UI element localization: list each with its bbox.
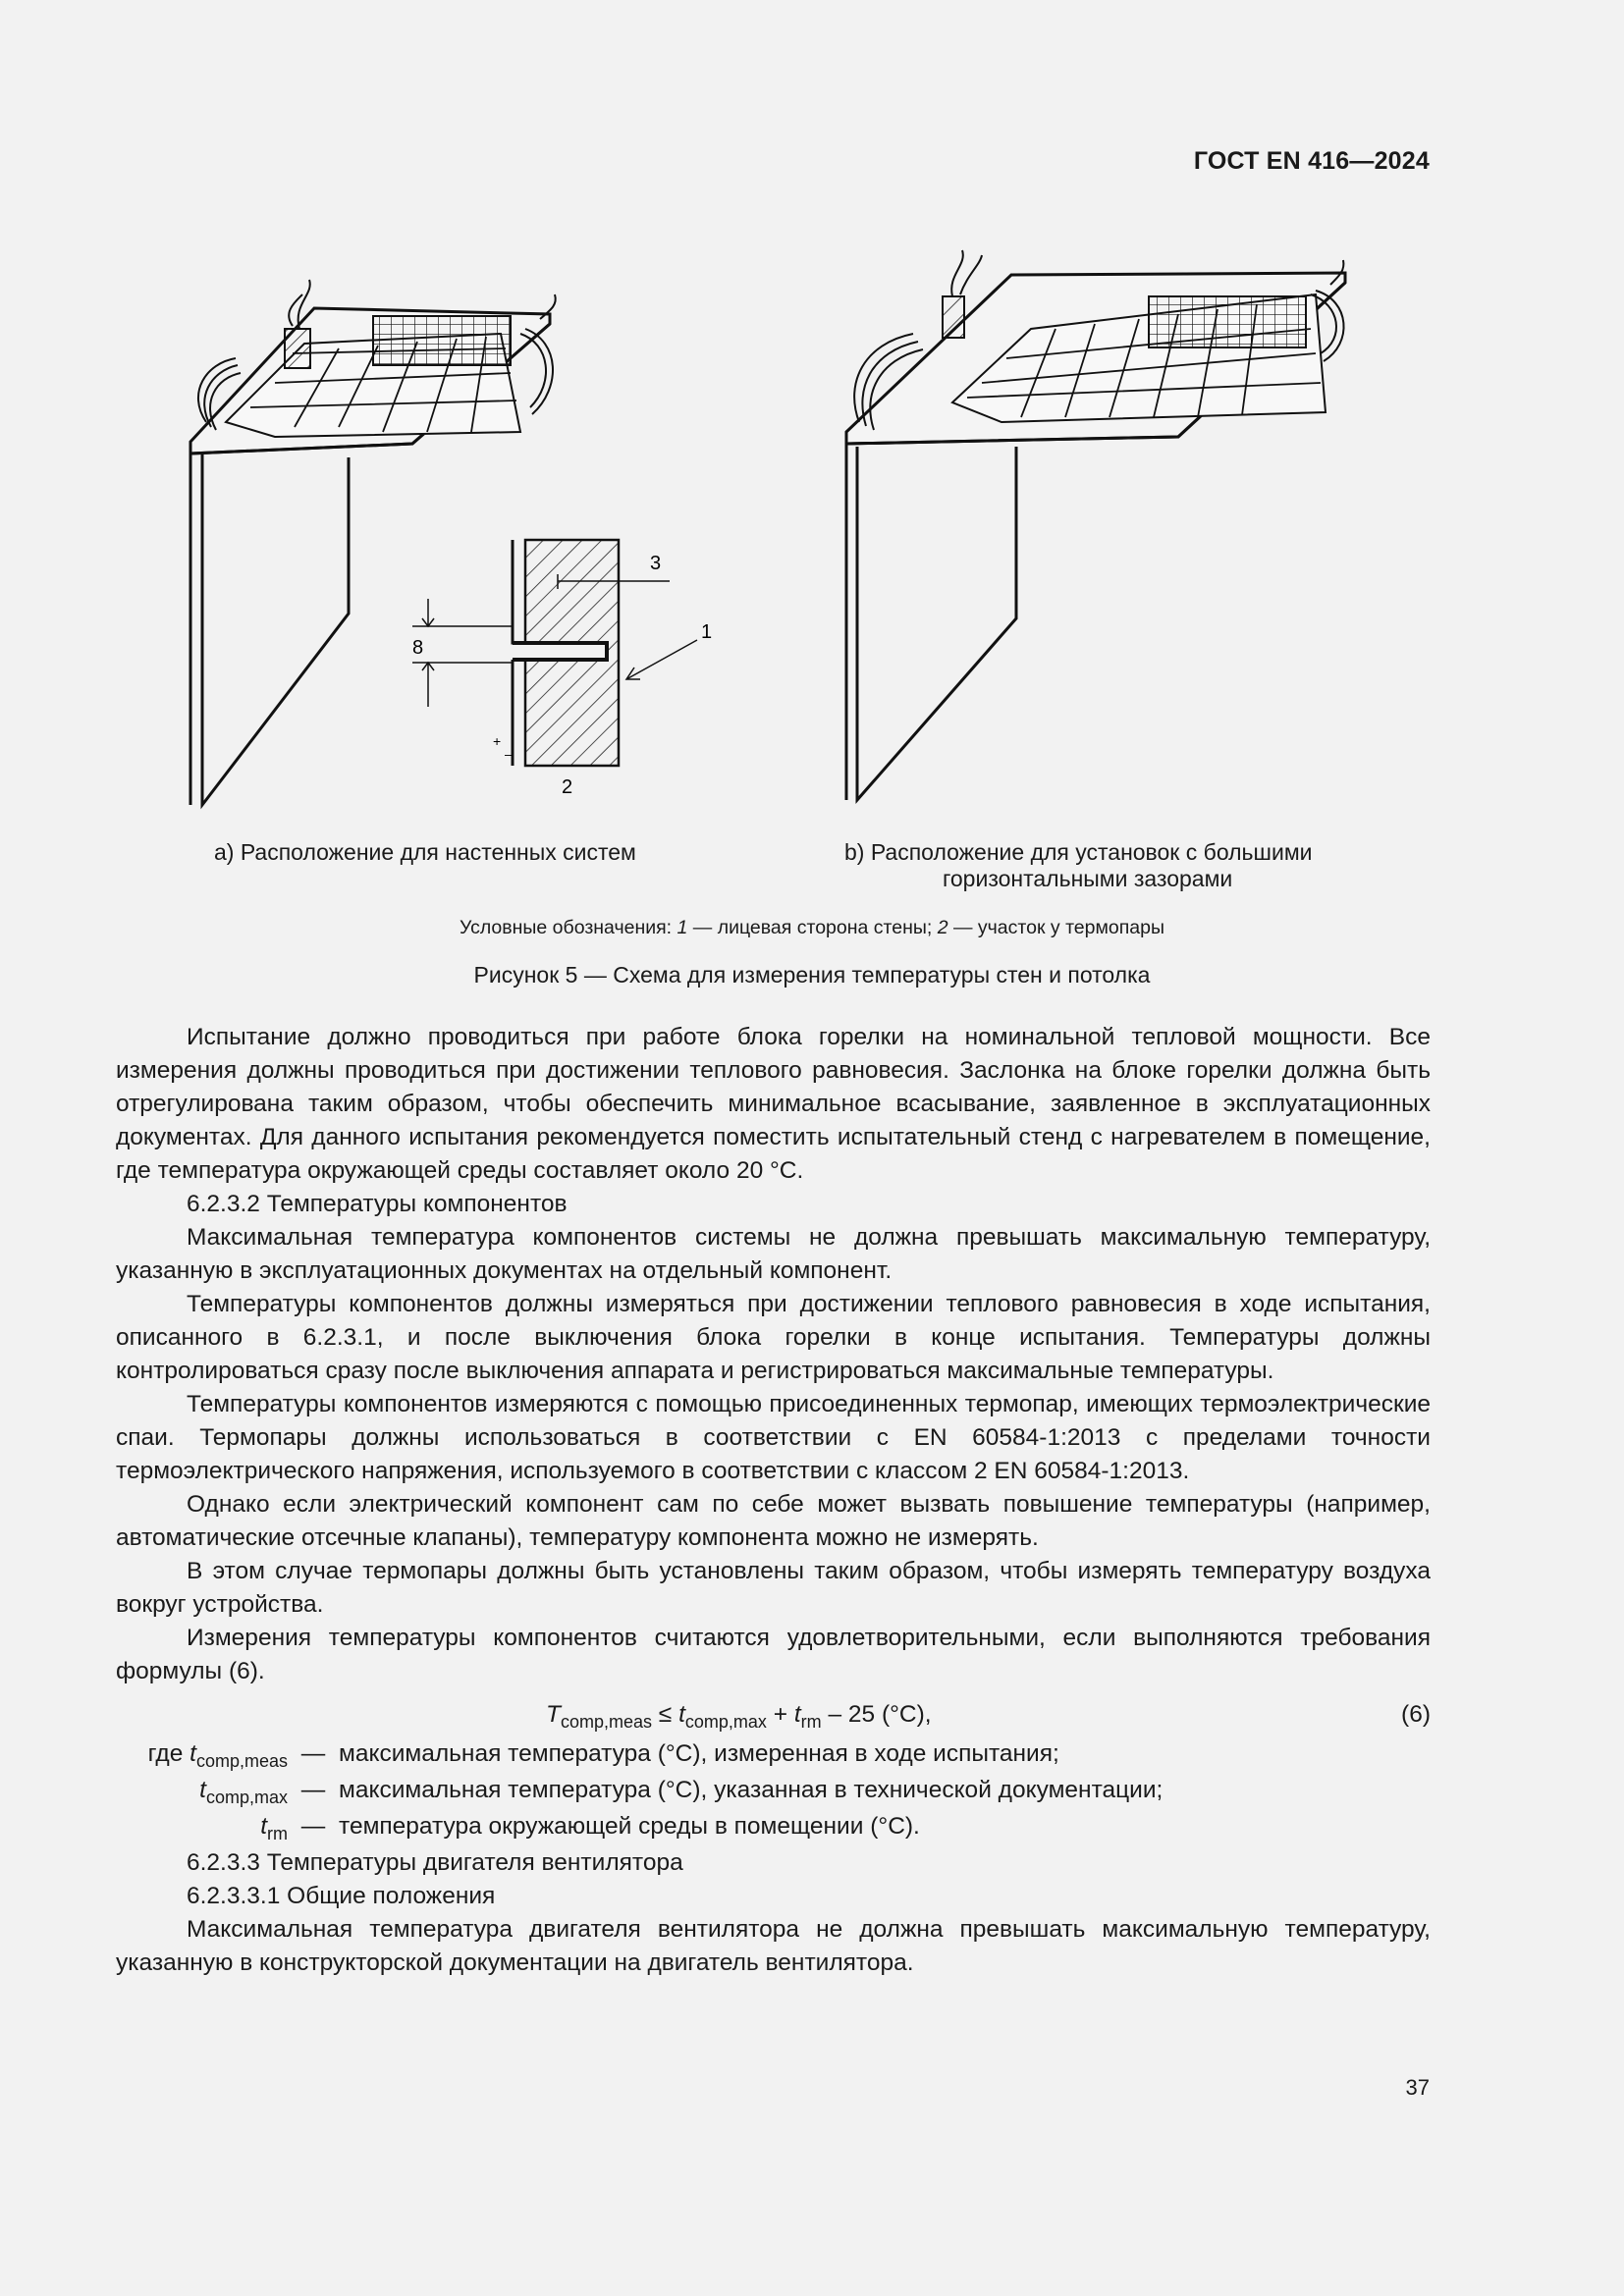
formula-T: T <box>546 1701 561 1728</box>
formula-6 <box>116 1694 1431 1734</box>
caption-a: a) Расположение для настенных систем <box>214 839 636 865</box>
formula-T-sub: comp,meas <box>560 1712 653 1732</box>
label-plus: + <box>493 733 502 749</box>
definition-prefix: где <box>147 1740 190 1767</box>
section-heading-6-2-3-2: 6.2.3.2 Температуры компонентов <box>187 1191 568 1217</box>
definition-var: t <box>189 1740 196 1767</box>
wall-assembly-b <box>846 250 1345 800</box>
formula-t1-sub: comp,max <box>684 1712 767 1732</box>
label-2: 2 <box>562 776 573 798</box>
formula-rest: – 25 (°С), <box>821 1701 932 1728</box>
definition-symbol <box>116 1810 288 1850</box>
definition-row <box>116 1737 1431 1774</box>
body-text <box>116 1021 1431 1980</box>
definition-row <box>116 1774 1431 1810</box>
legend-text-2: — участок у термопары <box>947 917 1164 938</box>
page-number: 37 <box>1405 2075 1430 2100</box>
label-1: 1 <box>701 621 713 643</box>
figure-legend <box>0 917 1624 939</box>
paragraph: В этом случае термопары должны быть установлены таким образом, чтобы измерять температуру воздуха вокруг устройства. <box>116 1558 1431 1618</box>
definition-dash: — <box>300 1813 326 1840</box>
label-8: 8 <box>412 637 424 659</box>
paragraph: Однако если электрический компонент сам по себе может вызвать повышение температуры (например, автоматические отсечные клапаны), температуру компонента можно не измерять. <box>116 1491 1431 1551</box>
legend-text-1: — лицевая сторона стены; <box>687 917 938 938</box>
legend-prefix: Условные обозначения: <box>460 917 677 938</box>
figure-5-drawing <box>167 236 1404 815</box>
caption-b-line2: горизонтальными зазорами <box>943 866 1233 891</box>
definition-row <box>116 1810 1431 1846</box>
paragraph: Измерения температуры компонентов считаются удовлетворительными, если выполняются требования формулы (6). <box>116 1625 1431 1684</box>
label-3: 3 <box>650 553 662 574</box>
caption-b-line1: b) Расположение для установок с большими <box>844 839 1313 865</box>
wall-assembly-a <box>190 280 556 805</box>
definition-dash: — <box>300 1740 326 1767</box>
definition-text: максимальная температура (°С), измеренная в ходе испытания; <box>339 1740 1059 1767</box>
definition-text: температура окружающей среды в помещении (°С). <box>339 1813 920 1840</box>
definition-sub: comp,meas <box>195 1751 288 1771</box>
section-heading-6-2-3-3: 6.2.3.3 Температуры двигателя вентилятора <box>187 1849 683 1876</box>
definition-sub: comp,max <box>205 1788 288 1807</box>
paragraph: Испытание должно проводиться при работе блока горелки на номинальной тепловой мощности. Все измерения должны проводиться при достижении теплового равновесия. Заслонка на блоке горелки должна быть отрегулирована таким образом, чтобы обеспечить минимальное всасывание, заявленное в эксплуатационных документах. Для данного испытания рекомендуется поместить испытательный стенд с нагревателем в помещение, где температура окружающей среды составляет около 20 °С. <box>116 1024 1431 1184</box>
paragraph: Температуры компонентов должны измеряться при достижении теплового равновесия в ходе испытания, описанного в 6.2.3.1, и после выключения блока горелки в конце испытания. Температуры должны контролироваться сразу после выключения аппарата и регистрироваться максимальные температуры. <box>116 1291 1431 1384</box>
paragraph: Температуры компонентов измеряются с помощью присоединенных термопар, имеющих термоэлектрические спаи. Термопары должны использоваться в соответствии с EN 60584-1:2013 с пределами точности термоэлектрического напряжения, используемого в соответствии с классом 2 EN 60584-1:2013. <box>116 1391 1431 1484</box>
formula-expression <box>546 1698 932 1738</box>
caption-b <box>844 839 1394 892</box>
formula-definitions <box>116 1737 1431 1846</box>
formula-t2-sub: rm <box>800 1712 822 1732</box>
legend-key-1: 1 <box>677 917 688 938</box>
formula-plus: + <box>766 1701 794 1728</box>
section-heading-6-2-3-3-1: 6.2.3.3.1 Общие положения <box>187 1883 496 1909</box>
formula-t2: t <box>793 1701 801 1728</box>
paragraph: Максимальная температура компонентов системы не должна превышать максимальную температуру, указанную в эксплуатационных документах на отдельный компонент. <box>116 1224 1431 1284</box>
formula-t1: t <box>678 1701 685 1728</box>
definition-text: максимальная температура (°С), указанная в технической документации; <box>339 1777 1164 1803</box>
definition-var: t <box>199 1777 206 1803</box>
formula-le: ≤ <box>652 1701 679 1728</box>
definition-var: t <box>260 1813 267 1840</box>
definition-dash: — <box>300 1777 326 1803</box>
definition-symbol <box>116 1774 288 1814</box>
definition-symbol <box>116 1737 288 1778</box>
legend-key-2: 2 <box>937 917 948 938</box>
paragraph: Максимальная температура двигателя вентилятора не должна превышать максимальную температуру, указанную в конструкторской документации на двигатель вентилятора. <box>116 1916 1431 1976</box>
label-minus: – <box>505 746 513 762</box>
definition-sub: rm <box>267 1824 288 1843</box>
standard-header: ГОСТ EN 416—2024 <box>1193 147 1430 175</box>
formula-number: (6) <box>1401 1701 1431 1728</box>
figure-title: Рисунок 5 — Схема для измерения температуры стен и потолка <box>473 962 1151 988</box>
